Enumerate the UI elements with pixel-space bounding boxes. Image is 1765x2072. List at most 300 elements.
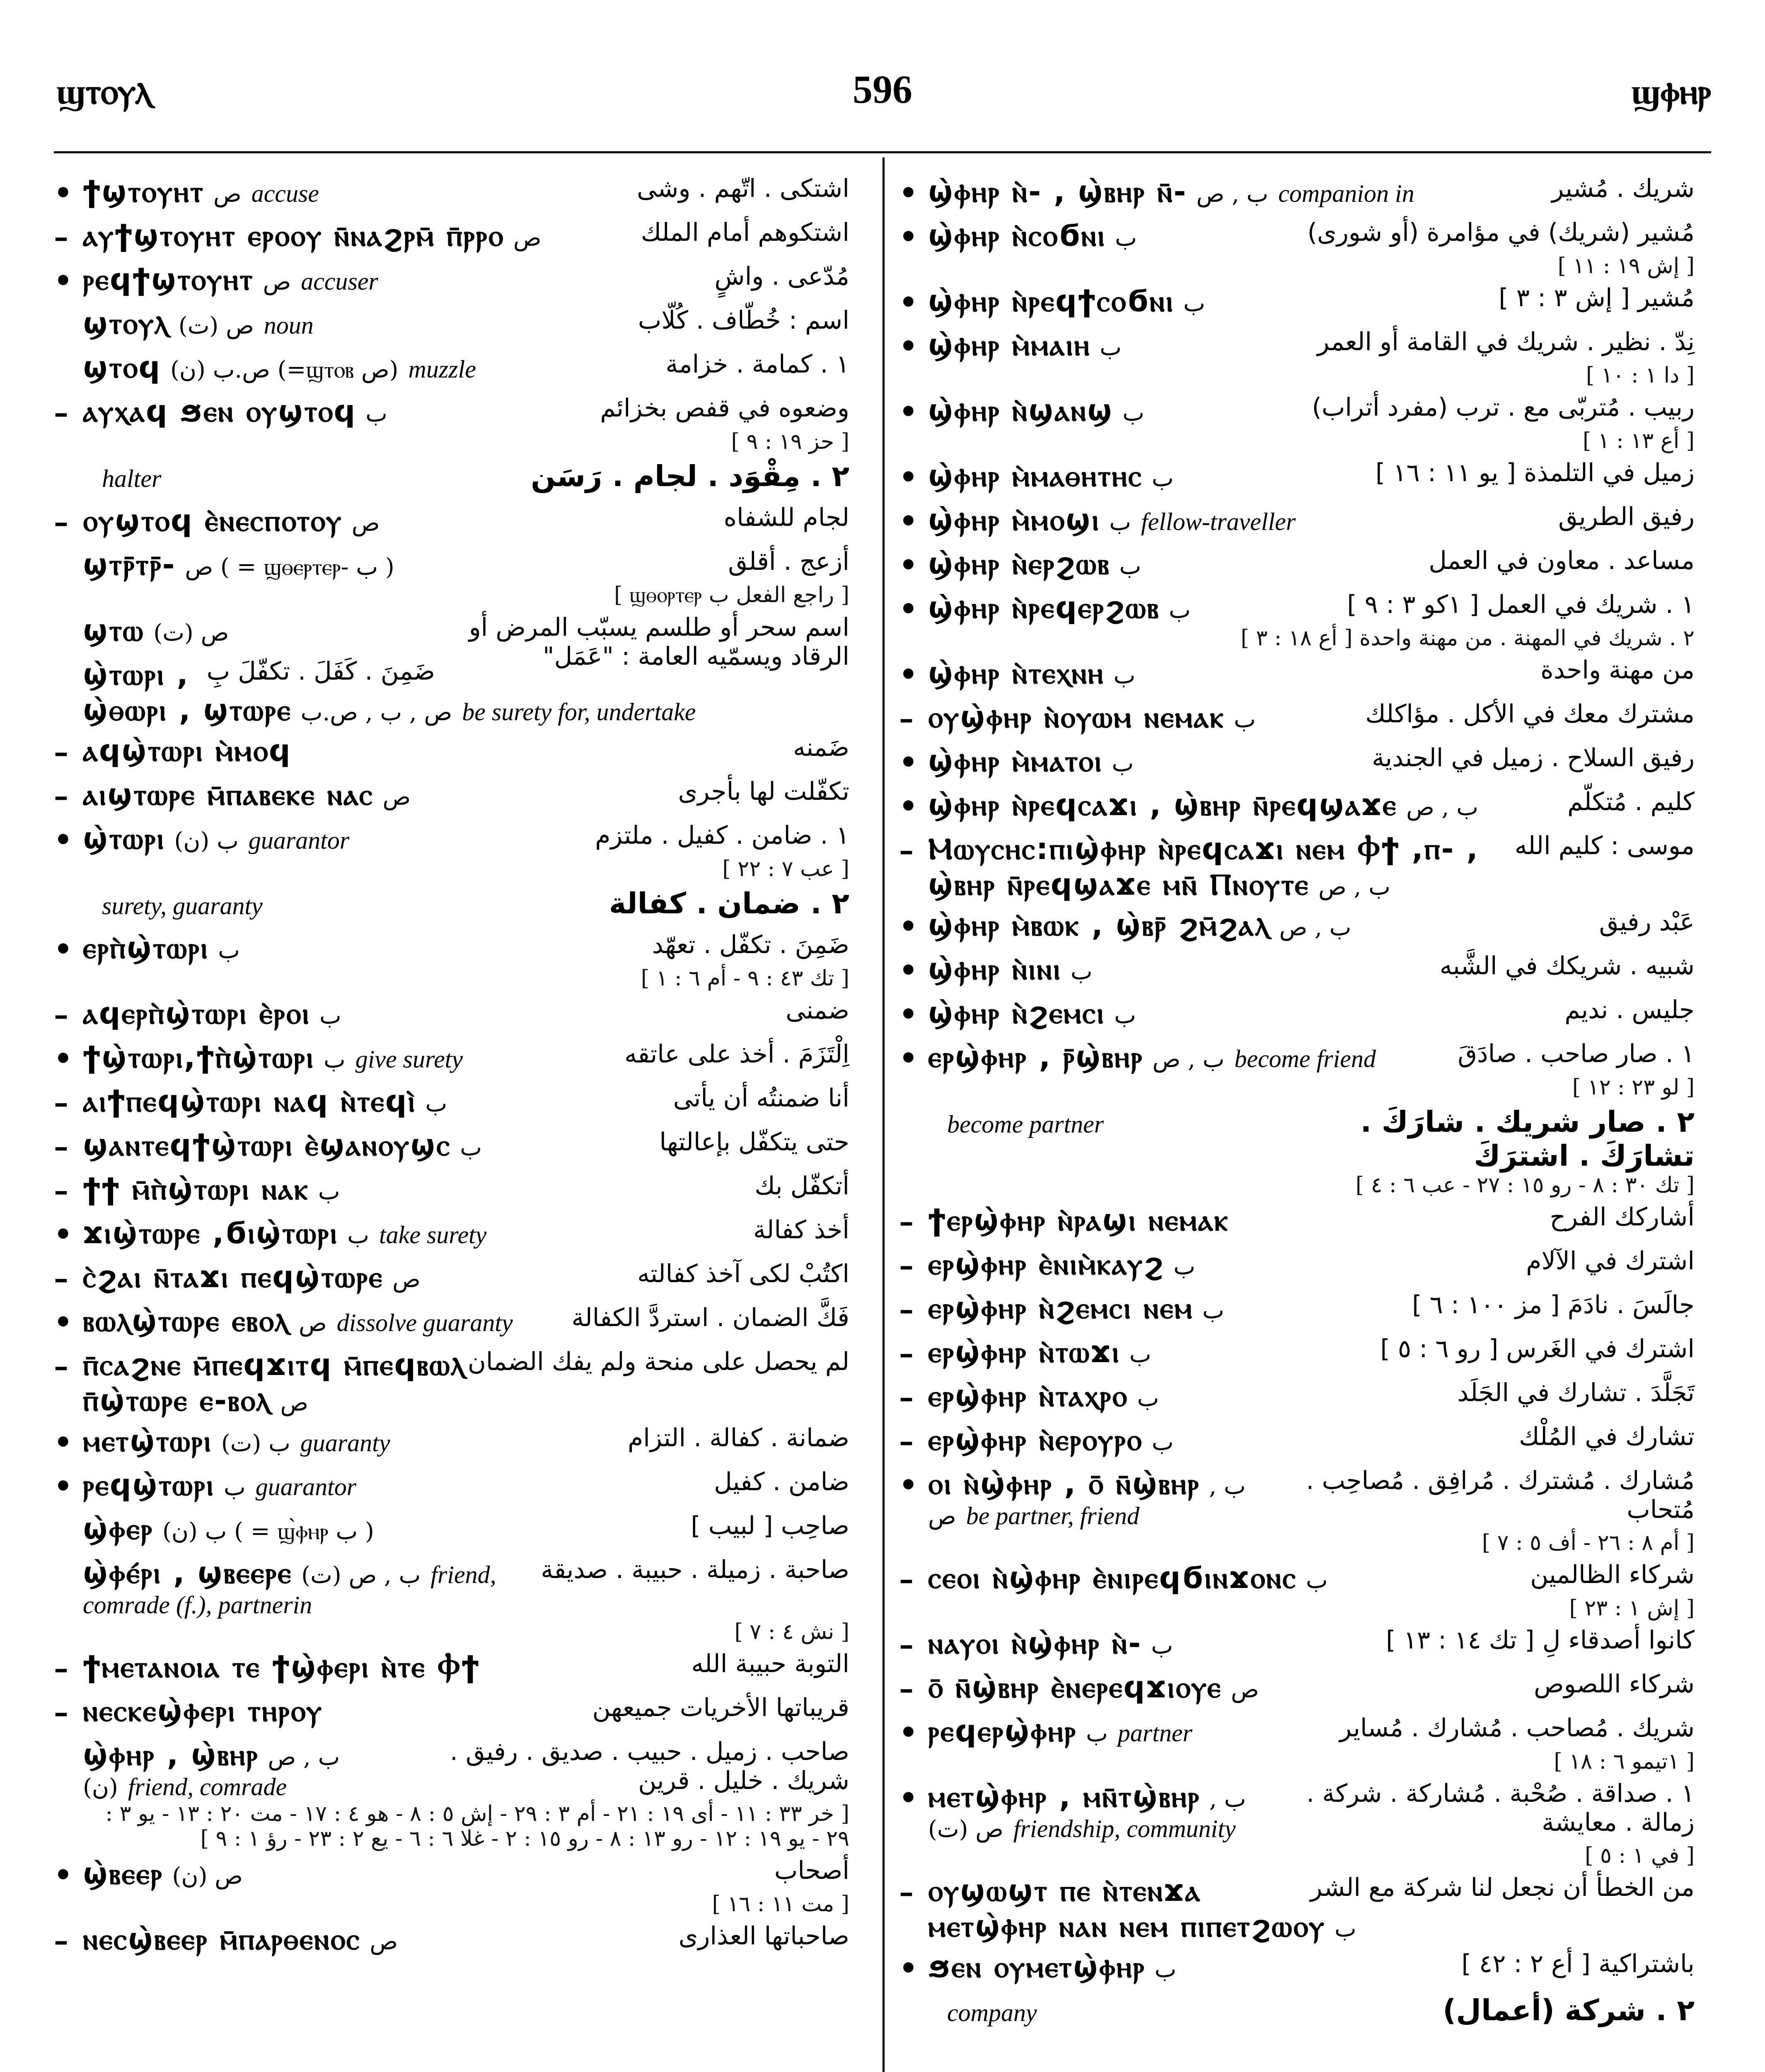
- dialect-pos-label: ب: [1202, 1297, 1224, 1324]
- dialect-pos-label: ب: [1113, 662, 1136, 689]
- arabic-gloss: كليم . مُتكلّم: [1567, 787, 1695, 816]
- dictionary-entry: [54, 306, 849, 345]
- dictionary-entry: [54, 886, 849, 925]
- english-gloss: guarantor: [255, 1473, 357, 1501]
- arabic-gloss: رفيق الطريق: [1558, 502, 1695, 531]
- dictionary-entry: [899, 1466, 1695, 1555]
- arabic-gloss: ٢ . صار شريك . شارَكَ . تشارَكَ . اشترَكَ: [1360, 1105, 1695, 1173]
- entry-marker: •: [54, 932, 73, 966]
- coptic-headword: ⲉⲣϣ̀ⲫⲏⲣ , ⲣ̄ϣ̀ⲃⲏⲣ: [928, 1039, 1144, 1074]
- entry-marker: –: [54, 1923, 68, 1958]
- coptic-headword: ⲉⲣϣ̀ⲫⲏⲣ ⲛ̀ⲧⲱϫⲓ: [928, 1334, 1120, 1369]
- dictionary-entry: [54, 218, 849, 257]
- dialect-pos-label: ب (ن): [174, 828, 239, 854]
- dictionary-entry: [899, 831, 1695, 903]
- scripture-reference: [ حز ١٩ : ٩ ]: [731, 429, 849, 454]
- coptic-headword: ϯϣ̀ⲧⲱⲣⲓ,ϯⲡ̀ϣ̀ⲧⲱⲣⲓ: [83, 1040, 314, 1075]
- dictionary-entry: [899, 1779, 1695, 1868]
- coptic-headword: ⲣⲉϥϯϣⲧⲟⲩⲏⲧ: [83, 262, 254, 297]
- arabic-gloss: فَكَّ الضمان . استردَّ الكفالة: [571, 1303, 849, 1332]
- dialect-pos-label: ص (ت): [178, 312, 254, 339]
- scripture-reference: [ تك ٣٠ : ٨ - رو ١٥ : ٢٧ - عب ٦ : ٤ ]: [1355, 1173, 1695, 1198]
- arabic-gloss: لجام للشفاه: [723, 503, 849, 532]
- coptic-headword: ϣⲧⲣ̄ⲧⲣ̄-: [83, 547, 176, 582]
- dictionary-entry: [899, 1560, 1695, 1621]
- arabic-gloss: مُشير [ إش ٣ : ٣ ]: [1499, 283, 1695, 312]
- scripture-reference: [ دا ١ : ١٠ ]: [1586, 363, 1695, 388]
- arabic-gloss: ٢ . مِقْوَد . لجام . رَسَن: [531, 459, 849, 493]
- coptic-headword: ϣ̀ⲫⲏⲣ ⲛ̀ⲣⲉϥⲥⲁϫⲓ , ϣ̀ⲃⲏⲣ ⲛ̄ⲣⲉϥϣⲁϫⲉ: [928, 787, 1397, 822]
- dictionary-entry: [54, 1856, 849, 1917]
- arabic-gloss: ضَمنه: [793, 733, 849, 762]
- english-gloss: friendship, community: [1013, 1815, 1236, 1842]
- arabic-gloss: من الخطأ أن نجعل لنا شركة مع الشر: [1310, 1873, 1695, 1902]
- page-header: [0, 0, 1765, 149]
- entry-marker: •: [899, 285, 918, 320]
- coptic-headword: ϣⲧⲱ: [83, 613, 145, 648]
- coptic-headword: ⲟⲩϣ̀ⲫⲏⲣ ⲛ̀ⲟⲩⲱⲙ ⲛⲉⲙⲁⲕ: [928, 700, 1225, 734]
- coptic-headword: ϣ̀ⲧⲱⲣⲓ , ϣ̀ⲑⲱⲣⲓ , ϣⲧⲱⲣⲉ: [83, 657, 292, 727]
- scripture-reference: [ راجع الفعل ب ϣⲑⲟⲣⲧⲉⲣ ]: [614, 583, 849, 608]
- dictionary-entry: [899, 1247, 1695, 1285]
- scripture-reference: [ عب ٧ : ٢٢ ]: [722, 857, 849, 881]
- arabic-gloss: نِدّ . نظير . شريك في القامة أو العمر: [1317, 327, 1695, 356]
- dictionary-entry: [899, 1422, 1695, 1461]
- coptic-headword: ϣ̀ⲫⲏⲣ , ϣ̀ⲃⲏⲣ: [83, 1737, 259, 1772]
- arabic-gloss: تشارك في المُلْك: [1519, 1422, 1695, 1451]
- coptic-headword: ϣ̀ⲫⲏⲣ ⲛ̀- , ϣ̀ⲃⲏⲣ ⲛ̄-: [928, 174, 1187, 209]
- dialect-pos-label: ص: [280, 1389, 309, 1416]
- dictionary-entry: [54, 350, 849, 389]
- coptic-headword: ⲉⲣϣ̀ⲫⲏⲣ ⲉ̀ⲛⲓⲙ̀ⲕⲁⲩϩ: [928, 1247, 1165, 1281]
- coptic-headword: ϣ̀ⲫⲏⲣ ⲛ̀ϩⲉⲙⲥⲓ: [928, 995, 1105, 1030]
- english-gloss: halter: [102, 465, 162, 492]
- scripture-reference: [ أع ١٣ : ١ ]: [1582, 428, 1695, 453]
- arabic-gloss: أتكفّل بك: [754, 1172, 849, 1201]
- dictionary-entry: [54, 1259, 849, 1298]
- dictionary-entry: [899, 1378, 1695, 1417]
- english-gloss: become partner: [947, 1111, 1104, 1138]
- dialect-pos-label: ب: [425, 1090, 447, 1117]
- coptic-headword: ⲡ̄ⲥⲁϩⲛⲉ ⲙ̄ⲡⲉϥϫⲓⲧϥ ⲙ̄ⲡⲉϥⲃⲱⲗ ⲡ̄ϣ̀ⲧⲱⲣⲉ ⲉ-ⲃⲟⲗ: [83, 1347, 466, 1418]
- arabic-gloss: اشترك في الغَرس [ رو ٦ : ٥ ]: [1380, 1334, 1695, 1363]
- dictionary-entry: [899, 1993, 1695, 2032]
- dialect-pos-label: ص , ب , ص.ب: [300, 699, 452, 726]
- english-gloss: take surety: [379, 1221, 487, 1249]
- dialect-pos-label: ب: [318, 1178, 340, 1205]
- page-number: 596: [853, 67, 912, 111]
- coptic-headword: ϣ̀ⲃⲉⲉⲣ: [83, 1856, 163, 1891]
- dialect-pos-label: ب: [1151, 465, 1174, 492]
- dictionary-entry: [54, 777, 849, 816]
- dictionary-entry: [899, 1290, 1695, 1329]
- arabic-gloss: جليس . نديم: [1564, 995, 1695, 1024]
- dictionary-entry: [899, 1670, 1695, 1709]
- coptic-headword: ϧⲉⲛ ⲟⲩⲙⲉⲧϣ̀ⲫⲏⲣ: [928, 1949, 1146, 1984]
- dictionary-entry: [899, 743, 1695, 782]
- entry-marker: –: [899, 1336, 914, 1370]
- entry-marker: •: [899, 1951, 918, 1985]
- arabic-gloss: ربيب . مُتربّى مع . ترب (مفرد أتراب): [1312, 393, 1695, 422]
- dialect-pos-label: ب: [319, 1002, 341, 1029]
- coptic-headword: ⲙⲉⲧϣ̀ⲫⲏⲣ , ⲙⲛ̄ⲧϣ̀ⲃⲏⲣ: [928, 1779, 1201, 1814]
- header-rule: [54, 151, 1711, 153]
- arabic-gloss: من مهنة واحدة: [1540, 656, 1695, 685]
- entry-marker: –: [899, 1380, 914, 1414]
- dialect-pos-label: ص (ت): [153, 620, 229, 646]
- dialect-pos-label: ص ( = ϣⲑⲉⲣⲧⲉⲣ- ب ): [185, 554, 394, 581]
- english-gloss: surety, guaranty: [102, 892, 263, 920]
- english-gloss: be partner, friend: [966, 1502, 1140, 1530]
- entry-marker: •: [899, 1041, 918, 1075]
- dictionary-entry: [899, 1039, 1695, 1100]
- left-column: [54, 174, 849, 1965]
- coptic-headword: ϣ̀ⲫⲏⲣ ⲛ̀ⲉⲣϩⲱⲃ: [928, 546, 1110, 581]
- dictionary-entry: [899, 1873, 1695, 1944]
- coptic-headword: ϣⲧⲟⲩⲗ: [83, 306, 169, 341]
- entry-marker: –: [899, 1875, 914, 1909]
- entry-marker: •: [899, 504, 918, 538]
- entry-marker: –: [899, 1562, 914, 1596]
- dictionary-entry: [899, 700, 1695, 738]
- arabic-gloss: اشتكوهم أمام الملك: [641, 218, 849, 247]
- dictionary-entry: [54, 394, 849, 454]
- dialect-pos-label: ص: [370, 1928, 398, 1955]
- entry-marker: •: [54, 1305, 73, 1339]
- entry-marker: –: [54, 1085, 68, 1120]
- entry-marker: –: [54, 735, 68, 769]
- entry-marker: •: [899, 909, 918, 944]
- coptic-headword: ϯϯ ⲙ̄ⲡ̀ϣ̀ⲧⲱⲣⲓ ⲛⲁⲕ: [83, 1172, 309, 1206]
- entry-marker: •: [54, 823, 73, 857]
- coptic-headword: ϣ̀ⲫⲏⲣ ⲛ̀ⲓⲛⲓ: [928, 951, 1062, 986]
- coptic-headword: ⲁⲩⲭⲁϥ ϧⲉⲛ ⲟⲩϣⲧⲟϥ: [83, 394, 357, 428]
- dictionary-entry: [899, 951, 1695, 990]
- dialect-pos-label: ب: [365, 400, 387, 427]
- entry-marker: •: [899, 1468, 918, 1502]
- coptic-headword: ⲉⲣϣ̀ⲫⲏⲣ ⲛ̀ϩⲉⲙⲥⲓ ⲛⲉⲙ: [928, 1290, 1194, 1325]
- arabic-gloss: عَبْد رفيق: [1599, 908, 1695, 937]
- arabic-gloss: ضَمِنَ . كَفَلَ . تكفّلَ بِ: [206, 657, 435, 686]
- dialect-pos-label: ص.ب (ن) (=ϣⲧⲟⲃ ص): [170, 356, 399, 383]
- dialect-pos-label: ب: [1234, 706, 1256, 733]
- entry-marker: –: [899, 1248, 914, 1283]
- dialect-pos-label: ب , ص (ت): [301, 1562, 421, 1589]
- arabic-gloss: ضَمِنَ . تكفّل . تعهّد: [652, 930, 849, 959]
- coptic-headword: ⲛⲁⲩⲟⲓ ⲛ̀ϣ̀ⲫⲏⲣ ⲛ̀-: [928, 1626, 1142, 1661]
- dialect-pos-label: ب: [1114, 1002, 1136, 1029]
- arabic-gloss: صاحبة . زميلة . حبيبة . صديقة: [541, 1555, 849, 1584]
- coptic-headword: ⲛⲉⲥⲕⲉϣ̀ⲫⲉⲣⲓ ⲧⲏⲣⲟⲩ: [83, 1693, 323, 1728]
- dictionary-entry: [54, 1423, 849, 1462]
- dictionary-entry: [54, 1555, 849, 1644]
- dictionary-entry: [899, 590, 1695, 651]
- dictionary-entry: [54, 1215, 849, 1254]
- english-gloss: company: [947, 1999, 1037, 2026]
- entry-marker: •: [899, 395, 918, 429]
- coptic-headword: ϫⲓϣ̀ⲧⲱⲣⲉ ,ϭⲓϣ̀ⲧⲱⲣⲓ: [83, 1215, 338, 1250]
- dictionary-entry: [54, 459, 849, 498]
- dictionary-entry: [54, 1040, 849, 1079]
- english-gloss: become friend: [1234, 1045, 1376, 1072]
- dialect-pos-label: ب: [1112, 750, 1134, 777]
- dictionary-entry: [899, 327, 1695, 388]
- arabic-gloss: أنا ضمنتُه أن يأتى: [673, 1084, 849, 1113]
- arabic-gloss: وضعوه في قفص بخزائم: [600, 394, 849, 423]
- arabic-gloss: ١ . صار صاحب . صادَقَ: [1458, 1039, 1695, 1068]
- dictionary-entry: [899, 656, 1695, 695]
- coptic-headword: ϣ̀ⲫⲏⲣ ⲛ̀ⲣⲉϥϯⲥⲟϭⲛⲓ: [928, 283, 1175, 318]
- arabic-gloss: باشتراكية [ أع ٢ : ٤٢ ]: [1461, 1949, 1695, 1978]
- arabic-gloss: ضمانة . كفالة . التزام: [628, 1423, 849, 1452]
- dialect-pos-label: ب: [1100, 334, 1122, 361]
- arabic-gloss: اشتكى . اتّهم . وشى: [637, 174, 849, 203]
- coptic-headword: ϣ̀ⲫⲏⲣ ⲛ̀ϣⲁⲛϣ: [928, 393, 1114, 428]
- arabic-gloss: تَجَلَّدَ . تشارك في الجَلَد: [1457, 1378, 1695, 1407]
- scripture-reference: [ إش ١ : ٢٣ ]: [1569, 1596, 1695, 1621]
- dialect-pos-label: ب: [1306, 1567, 1328, 1594]
- right-column: [899, 174, 1695, 2037]
- coptic-headword: ⲥ̀ϩⲁⲓ ⲛ̄ⲧⲁϫⲓ ⲡⲉϥϣ̀ⲧⲱⲣⲉ: [83, 1259, 384, 1294]
- arabic-gloss: صاحِب [ لبيب ]: [691, 1511, 849, 1540]
- dialect-pos-label: ب: [324, 1046, 346, 1073]
- dictionary-entry: [54, 1303, 849, 1342]
- dictionary-entry: [54, 1467, 849, 1506]
- scripture-reference: [ أم ٨ : ٢٦ - أف ٥ : ٧ ]: [1482, 1530, 1695, 1555]
- entry-marker: •: [899, 329, 918, 363]
- english-gloss: guaranty: [300, 1429, 390, 1457]
- dialect-pos-label: ب , ص: [1196, 181, 1269, 208]
- entry-marker: –: [54, 1129, 68, 1164]
- dialect-pos-label: ص: [513, 225, 542, 252]
- entry-marker: –: [54, 1695, 68, 1729]
- dictionary-entry: [54, 821, 849, 881]
- entry-marker: •: [54, 1041, 73, 1076]
- entry-marker: –: [899, 1292, 914, 1326]
- dialect-pos-label: ب , ص: [1279, 914, 1352, 941]
- dialect-pos-label: ب , ص (ت): [928, 1786, 1246, 1843]
- coptic-headword: ϣ̀ⲫⲏⲣ ⲙ̀ⲙⲟϣⲓ: [928, 502, 1100, 537]
- dictionary-entry: [899, 393, 1695, 453]
- arabic-gloss: ضامن . كفيل: [714, 1467, 849, 1496]
- arabic-gloss: جالَسَ . نادَمَ [ مز ١٠٠ : ٦ ]: [1412, 1290, 1695, 1319]
- entry-marker: –: [54, 395, 68, 430]
- arabic-gloss: شريك . مُشير: [1552, 174, 1695, 203]
- arabic-gloss: شركاء الظالمين: [1530, 1560, 1695, 1589]
- arabic-gloss: أصحاب: [774, 1856, 849, 1885]
- coptic-headword: ϯⲙⲉⲧⲁⲛⲟⲓⲁ ⲧⲉ ϯϣ̀ⲫⲉⲣⲓ ⲛ̀ⲧⲉ Ⲫϯ: [83, 1649, 481, 1684]
- dictionary-entry: [54, 1084, 849, 1123]
- dialect-pos-label: ب , ص: [1152, 1046, 1225, 1073]
- entry-marker: –: [54, 1651, 68, 1685]
- arabic-gloss: مُدّعى . واشٍ: [714, 262, 849, 291]
- entry-marker: •: [54, 1469, 73, 1503]
- coptic-headword: ⲁϥⲉⲣⲡ̀ϣ̀ⲧⲱⲣⲓ ⲉ̀ⲣⲟⲓ: [83, 996, 311, 1031]
- entry-marker: •: [899, 220, 918, 254]
- coptic-headword: ϣ̀ⲫⲏⲣ ⲙ̀ⲙⲁⲧⲟⲓ: [928, 743, 1103, 778]
- coptic-headword: ⲉⲣⲡ̀ϣ̀ⲧⲱⲣⲓ: [83, 930, 209, 965]
- coptic-headword: ϣ̀ⲫⲉⲣ: [83, 1511, 153, 1546]
- dictionary-entry: [899, 1105, 1695, 1198]
- column-divider: [882, 157, 885, 2072]
- entry-marker: •: [899, 460, 918, 494]
- entry-marker: •: [899, 548, 918, 582]
- english-gloss: guarantor: [248, 827, 350, 854]
- arabic-gloss: ١ . كمامة . خزامة: [665, 350, 849, 379]
- dialect-pos-label: ب , ص (ن): [83, 1744, 340, 1801]
- dialect-pos-label: ص: [1231, 1676, 1259, 1703]
- dialect-pos-label: ص: [213, 181, 242, 208]
- dialect-pos-label: ب: [1086, 1720, 1108, 1747]
- dialect-pos-label: ب: [1071, 958, 1093, 985]
- entry-marker: –: [899, 1627, 914, 1662]
- dictionary-entry: [899, 218, 1695, 278]
- dialect-pos-label: ب , ص: [1318, 874, 1390, 900]
- coptic-headword: ⲉⲣϣ̀ⲫⲏⲣ ⲛ̀ⲉⲣⲟⲩⲣⲟ: [928, 1422, 1143, 1457]
- english-gloss: give surety: [355, 1046, 463, 1073]
- dialect-pos-label: ب: [1169, 597, 1191, 624]
- scripture-reference: [ نش ٤ : ٧ ]: [734, 1619, 849, 1644]
- coptic-headword: ⲟⲩϣⲧⲟϥ ⲉ̀ⲛⲉⲥⲡⲟⲧⲟⲩ: [83, 503, 343, 538]
- scripture-reference: [ ١تيمو ٦ : ١٨ ]: [1554, 1749, 1695, 1774]
- arabic-gloss: شبيه . شريكك في الشَّبه: [1439, 951, 1695, 980]
- dictionary-entry: [899, 283, 1695, 322]
- arabic-gloss: مُشير (شريك) في مؤامرة (أو شورى): [1307, 218, 1695, 247]
- arabic-gloss: مُشارك . مُشترك . مُرافِق . مُصاحِب . مُتحاب: [1306, 1466, 1695, 1524]
- coptic-headword: ⲟⲩϣⲱϣⲧ ⲡⲉ ⲛ̀ⲧⲉⲛϫⲁ ⲙⲉⲧϣ̀ⲫⲏⲣ ⲛⲁⲛ ⲛⲉⲙ ⲡⲓⲡⲉⲧϩⲱⲟⲩ: [928, 1873, 1325, 1944]
- arabic-gloss: رفيق السلاح . زميل في الجندية: [1372, 743, 1695, 772]
- dictionary-entry: [54, 1347, 849, 1418]
- arabic-gloss: تكفّلت لها بأجرى: [678, 777, 849, 806]
- scripture-reference: [ مت ١١ : ١٦ ]: [712, 1892, 849, 1917]
- coptic-headword: ϣ̀ⲧⲱⲣⲓ: [83, 821, 165, 856]
- arabic-gloss: ١ . ضامن . كفيل . ملتزم: [595, 821, 849, 850]
- coptic-headword: ⲁⲓϯⲡⲉϥϣ̀ⲧⲱⲣⲓ ⲛⲁϥ ⲛ̀ⲧⲉϥⲓ̀: [83, 1084, 416, 1118]
- entry-marker: –: [54, 1349, 68, 1383]
- english-gloss: accuse: [251, 180, 319, 207]
- entry-marker: •: [899, 953, 918, 988]
- english-gloss: partner: [1117, 1719, 1192, 1747]
- arabic-gloss: أخذ كفالة: [753, 1215, 849, 1244]
- dictionary-entry: [899, 502, 1695, 541]
- dictionary-entry: [899, 174, 1695, 213]
- dictionary-entry: [54, 930, 849, 991]
- coptic-headword: ⲟⲓ ⲛ̀ϣ̀ⲫⲏⲣ , ⲟ̄ ⲛ̄ϣ̀ⲃⲏⲣ: [928, 1466, 1200, 1501]
- coptic-headword: ϣ̀ⲫⲏⲣ ⲙ̀ⲙⲁⲓⲏ: [928, 327, 1091, 362]
- dictionary-entry: [54, 1922, 849, 1961]
- dialect-pos-label: ب: [1151, 1429, 1174, 1456]
- entry-marker: •: [899, 789, 918, 823]
- dictionary-entry: [54, 547, 849, 608]
- entry-marker: •: [899, 997, 918, 1031]
- arabic-gloss: شركاء اللصوص: [1534, 1670, 1695, 1699]
- coptic-headword: ϣ̀ⲫⲏⲣ ⲛ̀ⲥⲟϭⲛⲓ: [928, 218, 1106, 253]
- coptic-headword: ϣⲧⲟϥ: [83, 350, 162, 385]
- entry-marker: •: [899, 745, 918, 779]
- coptic-headword: ⲣⲉϥⲉⲣϣ̀ⲫⲏⲣ: [928, 1714, 1077, 1748]
- english-gloss: be surety for, undertake: [462, 698, 696, 726]
- coptic-headword: ⲁⲓϣⲧⲱⲣⲉ ⲙ̄ⲡⲁⲃⲉⲕⲉ ⲛⲁⲥ: [83, 777, 374, 812]
- arabic-gloss: التوبة حبيبة الله: [691, 1649, 849, 1678]
- dictionary-entry: [899, 1203, 1695, 1242]
- dictionary-entry: [54, 657, 849, 728]
- arabic-gloss: ١ . صداقة . صُحْبة . مُشاركة . شركة . زمالة . معايشة: [1306, 1779, 1695, 1837]
- scripture-reference: [ تك ٤٣ : ٩ - أم ٦ : ١ ]: [641, 966, 849, 991]
- coptic-headword: ⲁⲩϯϣⲧⲟⲩⲏⲧ ⲉⲣⲟⲟⲩ ⲛ̄ⲛⲁϩⲣⲙ̄ ⲡ̄ⲣⲣⲟ: [83, 218, 504, 253]
- dialect-pos-label: ص: [382, 784, 411, 811]
- arabic-gloss: صاحب . زميل . حبيب . صديق . رفيق . شريك . خليل . قرين: [450, 1737, 849, 1795]
- dialect-pos-label: ب: [1151, 1632, 1173, 1659]
- entry-marker: •: [54, 1425, 73, 1460]
- dialect-pos-label: ب: [460, 1134, 482, 1161]
- dictionary-entry: [899, 458, 1695, 497]
- coptic-headword: ϣ̀ⲫⲏⲣ ⲛ̀ⲧⲉⲭⲛⲏ: [928, 656, 1105, 690]
- dialect-pos-label: ب: [1334, 1915, 1356, 1942]
- entry-marker: –: [54, 505, 68, 539]
- dialect-pos-label: ب (ت): [221, 1430, 290, 1457]
- entry-marker: •: [899, 176, 918, 210]
- arabic-gloss: اشترك في الآلام: [1526, 1247, 1695, 1276]
- entry-marker: –: [54, 779, 68, 813]
- coptic-headword: ⲣⲉϥϣ̀ⲧⲱⲣⲓ: [83, 1467, 215, 1502]
- entry-marker: •: [899, 592, 918, 626]
- dialect-pos-label: ب: [347, 1222, 370, 1249]
- dictionary-entry: [899, 995, 1695, 1034]
- arabic-gloss: أزعج . أقلق: [728, 547, 849, 576]
- entry-marker: –: [899, 1424, 914, 1458]
- dictionary-entry: [54, 1172, 849, 1210]
- coptic-headword: ⲥⲉⲟⲓ ⲛ̀ϣ̀ⲫⲏⲣ ⲉ̀ⲛⲓⲣⲉϥϭⲓⲛϫⲟⲛⲥ: [928, 1560, 1297, 1595]
- arabic-gloss: ٢ . شركة (أعمال): [1443, 1993, 1695, 2027]
- coptic-headword: ϣ̀ⲫⲉ́ⲣⲓ , ϣⲃⲉⲉⲣⲉ: [83, 1555, 293, 1590]
- arabic-gloss: اكتُبْ لكى آخذ كفالته: [637, 1259, 849, 1288]
- dialect-pos-label: ص (ن): [172, 1863, 243, 1890]
- dictionary-entry: [54, 613, 849, 671]
- coptic-headword: Ⲙⲱⲩⲥⲏⲥ:ⲡⲓϣ̀ⲫⲏⲣ ⲛ̀ⲣⲉϥⲥⲁϫⲓ ⲛⲉⲙ Ⲫϯ ,ⲡ- , ϣ̀ⲃⲏⲣ ⲛ̄ⲣⲉϥϣⲁϫⲉ ⲙⲛ̄ Ⲡⲛⲟⲩⲧⲉ: [928, 831, 1479, 902]
- dictionary-entry: [54, 1737, 849, 1851]
- dialect-pos-label: ب: [1129, 1341, 1151, 1368]
- dictionary-entry: [899, 1714, 1695, 1774]
- scripture-reference: [ خر ٣٣ : ١١ - أى ١٩ : ٢١ - أم ٣ : ٢٩ - إش ٥ : ٨ - هو ٤ : ١٧ - مت ٢٠ : ١٣ - يو ٣ : ٢٩ - يو ١٩ : ١٢ - رو ١٣ : ٨ - رو ١٥ : ٢ - غلا ٦ : ٦ - يع ٢ : ٢٣ - رؤ ١ : ٩ ]: [105, 1801, 849, 1851]
- entry-marker: •: [899, 657, 918, 692]
- coptic-headword: ϣ̀ⲫⲏⲣ ⲙ̀ⲙⲁⲑⲏⲧⲏⲥ: [928, 458, 1143, 493]
- scripture-reference: ٢ . شريك في المهنة . من مهنة واحدة [ أع ١٨ : ٣ ]: [1240, 626, 1695, 651]
- dialect-pos-label: ب: [1119, 553, 1141, 580]
- dialect-pos-label: ب: [1183, 290, 1205, 317]
- coptic-headword: ⲙⲉⲧϣ̀ⲧⲱⲣⲓ: [83, 1423, 212, 1458]
- coptic-headword: ϯϣⲧⲟⲩⲏⲧ: [83, 174, 205, 209]
- arabic-gloss: لم يحصل على منحة ولم يفك الضمان: [467, 1347, 849, 1376]
- arabic-gloss: كانوا أصدقاء لِ [ تك ١٤ : ١٣ ]: [1386, 1626, 1695, 1655]
- english-gloss: friend, comrade: [128, 1773, 287, 1801]
- entry-marker: •: [54, 176, 73, 210]
- dialect-pos-label: ب: [1122, 399, 1144, 426]
- dialect-pos-label: ب: [1154, 1956, 1177, 1983]
- entry-marker: •: [54, 1858, 73, 1892]
- dictionary-entry: [899, 1626, 1695, 1665]
- arabic-gloss: شريك . مُصاحب . مُشارك . مُساير: [1339, 1714, 1695, 1743]
- dialect-pos-label: ص: [298, 1310, 327, 1337]
- dialect-pos-label: ب: [224, 1474, 246, 1501]
- dictionary-entry: [54, 1511, 849, 1550]
- english-gloss: companion in: [1278, 180, 1414, 207]
- arabic-gloss: قريباتها الأخريات جميعهن: [592, 1693, 849, 1722]
- scripture-reference: [ لو ٢٣ : ١٢ ]: [1572, 1075, 1695, 1100]
- arabic-gloss: مشترك معك في الأكل . مؤاكلك: [1365, 700, 1695, 729]
- entry-marker: –: [899, 1671, 914, 1706]
- dialect-pos-label: ب: [1115, 225, 1137, 252]
- arabic-gloss: زميل في التلمذة [ يو ١١ : ١٦ ]: [1375, 458, 1695, 487]
